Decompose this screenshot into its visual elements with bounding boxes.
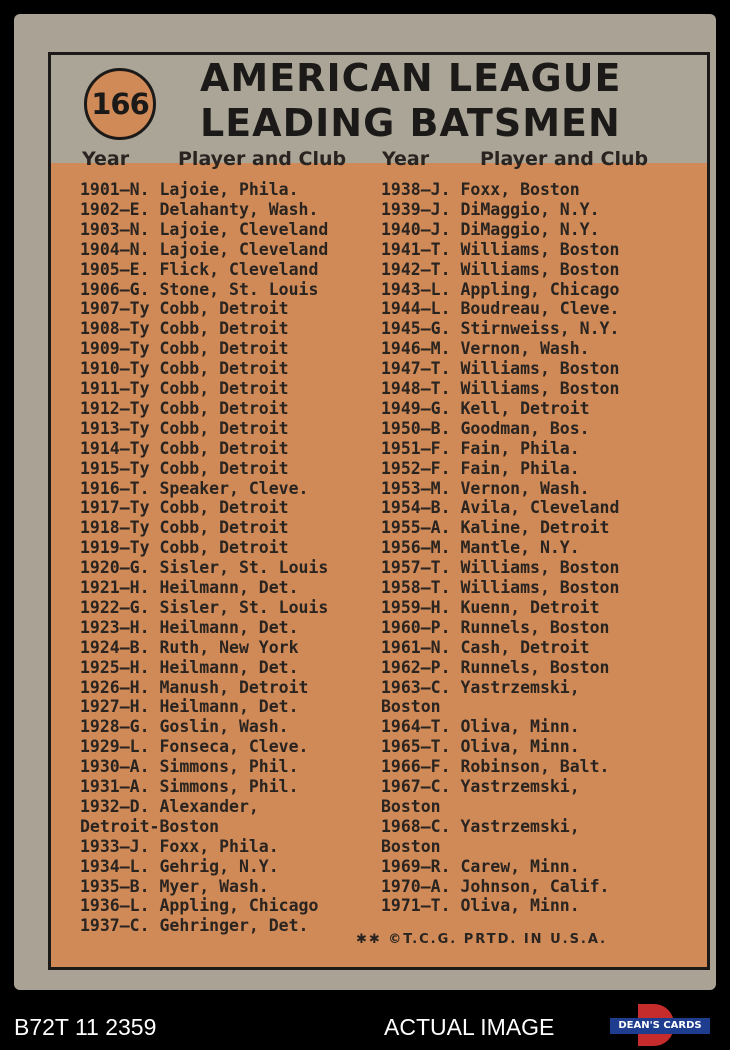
leader-row: 1946—M. Vernon, Wash. xyxy=(381,339,590,359)
leader-row: Boston xyxy=(381,796,441,816)
leader-row: 1956—M. Mantle, N.Y. xyxy=(381,538,580,558)
leader-row: 1939—J. DiMaggio, N.Y. xyxy=(381,199,600,219)
leader-row: 1913—Ty Cobb, Detroit xyxy=(80,418,289,438)
leader-row: 1928—G. Goslin, Wash. xyxy=(80,717,289,737)
leader-row: 1914—Ty Cobb, Detroit xyxy=(80,438,289,458)
leader-row: Boston xyxy=(381,836,441,856)
leader-row: 1953—M. Vernon, Wash. xyxy=(381,478,590,498)
leader-row: 1920—G. Sisler, St. Louis xyxy=(80,558,329,578)
leader-row: 1964—T. Oliva, Minn. xyxy=(381,717,580,737)
copyright-line: ✱✱ ©T.C.G. PRTD. IN U.S.A. xyxy=(356,932,608,947)
leader-row: 1919—Ty Cobb, Detroit xyxy=(80,538,289,558)
leader-row: 1910—Ty Cobb, Detroit xyxy=(80,359,289,379)
leader-row: 1916—T. Speaker, Cleve. xyxy=(80,478,309,498)
leader-row: 1971—T. Oliva, Minn. xyxy=(381,896,580,916)
leader-row: 1906—G. Stone, St. Louis xyxy=(80,279,319,299)
leader-row: 1923—H. Heilmann, Det. xyxy=(80,617,299,637)
leader-row: 1951—F. Fain, Phila. xyxy=(381,438,580,458)
leader-row: 1927—H. Heilmann, Det. xyxy=(80,697,299,717)
leader-row: 1932—D. Alexander, xyxy=(80,796,259,816)
leader-row: 1963—C. Yastrzemski, xyxy=(381,677,580,697)
leader-row: 1905—E. Flick, Cleveland xyxy=(80,259,319,279)
card-number-badge xyxy=(84,68,156,140)
leader-row: 1904—N. Lajoie, Cleveland xyxy=(80,239,329,259)
leader-row: 1960—P. Runnels, Boston xyxy=(381,617,610,637)
leader-row: Boston xyxy=(381,697,441,717)
leader-row: 1958—T. Williams, Boston xyxy=(381,578,620,597)
leader-row: 1902—E. Delahanty, Wash. xyxy=(80,199,319,219)
leader-row: 1931—A. Simmons, Phil. xyxy=(80,777,299,796)
leader-row: 1947—T. Williams, Boston xyxy=(381,359,620,379)
logo-text: DEAN'S CARDS xyxy=(610,1018,710,1034)
leader-row: 1967—C. Yastrzemski, xyxy=(381,777,580,796)
leader-row: 1952—F. Fain, Phila. xyxy=(381,458,580,478)
deans-cards-logo xyxy=(610,1004,710,1046)
leader-row: 1965—T. Oliva, Minn. xyxy=(381,737,580,757)
leader-row: 1936—L. Appling, Chicago xyxy=(80,896,319,916)
leader-row: 1970—A. Johnson, Calif. xyxy=(381,876,610,896)
leader-row: 1948—T. Williams, Boston xyxy=(381,379,620,398)
leader-row: 1909—Ty Cobb, Detroit xyxy=(80,339,289,359)
leader-row: 1944—L. Boudreau, Cleve. xyxy=(381,299,620,319)
leader-row: 1917—Ty Cobb, Detroit xyxy=(80,498,289,518)
leader-row: Detroit-Boston xyxy=(80,816,220,836)
leader-row: 1955—A. Kaline, Detroit xyxy=(381,518,610,538)
leader-row: 1924—B. Ruth, New York xyxy=(80,637,299,657)
leader-row: 1935—B. Myer, Wash. xyxy=(80,876,269,896)
leader-row: 1908—Ty Cobb, Detroit xyxy=(80,319,289,339)
leader-row: 1940—J. DiMaggio, N.Y. xyxy=(381,219,600,239)
leader-row: 1922—G. Sisler, St. Louis xyxy=(80,597,329,617)
leader-row: 1921—H. Heilmann, Det. xyxy=(80,578,299,597)
leader-row: 1937—C. Gehringer, Det. xyxy=(80,916,309,936)
leader-row: 1915—Ty Cobb, Detroit xyxy=(80,458,289,478)
title-line-2: LEADING BATSMEN xyxy=(200,101,621,145)
leader-row: 1966—F. Robinson, Balt. xyxy=(381,757,610,777)
leader-row: 1957—T. Williams, Boston xyxy=(381,558,620,578)
title-line-1: AMERICAN LEAGUE xyxy=(200,56,622,100)
leader-row: 1907—Ty Cobb, Detroit xyxy=(80,299,289,319)
leader-row: 1934—L. Gehrig, N.Y. xyxy=(80,856,279,876)
leader-row: 1949—G. Kell, Detroit xyxy=(381,398,590,418)
left-year-header: Year xyxy=(82,148,130,170)
leader-row: 1929—L. Fonseca, Cleve. xyxy=(80,737,309,757)
listing-code: B72T 11 2359 xyxy=(14,1014,157,1040)
leader-row: 1925—H. Heilmann, Det. xyxy=(80,657,299,677)
leader-row: 1903—N. Lajoie, Cleveland xyxy=(80,219,329,239)
leader-row: 1961—N. Cash, Detroit xyxy=(381,637,590,657)
leader-row: 1942—T. Williams, Boston xyxy=(381,259,620,279)
leader-row: 1969—R. Carew, Minn. xyxy=(381,856,580,876)
leader-row: 1954—B. Avila, Cleveland xyxy=(381,498,620,518)
leader-row: 1959—H. Kuenn, Detroit xyxy=(381,597,600,617)
leader-row: 1912—Ty Cobb, Detroit xyxy=(80,398,289,418)
leader-row: 1930—A. Simmons, Phil. xyxy=(80,757,299,777)
right-year-header: Year xyxy=(382,148,430,170)
card-number: 166 xyxy=(91,87,149,121)
leader-row: 1926—H. Manush, Detroit xyxy=(80,677,309,697)
leader-row: 1950—B. Goodman, Bos. xyxy=(381,418,590,438)
leader-row: 1962—P. Runnels, Boston xyxy=(381,657,610,677)
left-player-header: Player and Club xyxy=(178,148,347,170)
right-player-header: Player and Club xyxy=(480,148,649,170)
leader-row: 1938—J. Foxx, Boston xyxy=(381,180,580,199)
leader-row: 1933—J. Foxx, Phila. xyxy=(80,836,279,856)
leader-row: 1911—Ty Cobb, Detroit xyxy=(80,379,289,398)
leader-row: 1968—C. Yastrzemski, xyxy=(381,816,580,836)
leader-row: 1941—T. Williams, Boston xyxy=(381,239,620,259)
actual-image-label: ACTUAL IMAGE xyxy=(384,1014,555,1040)
leader-row: 1945—G. Stirnweiss, N.Y. xyxy=(381,319,620,339)
leader-row: 1943—L. Appling, Chicago xyxy=(381,279,620,299)
leader-row: 1901—N. Lajoie, Phila. xyxy=(80,180,299,199)
leader-row: 1918—Ty Cobb, Detroit xyxy=(80,518,289,538)
